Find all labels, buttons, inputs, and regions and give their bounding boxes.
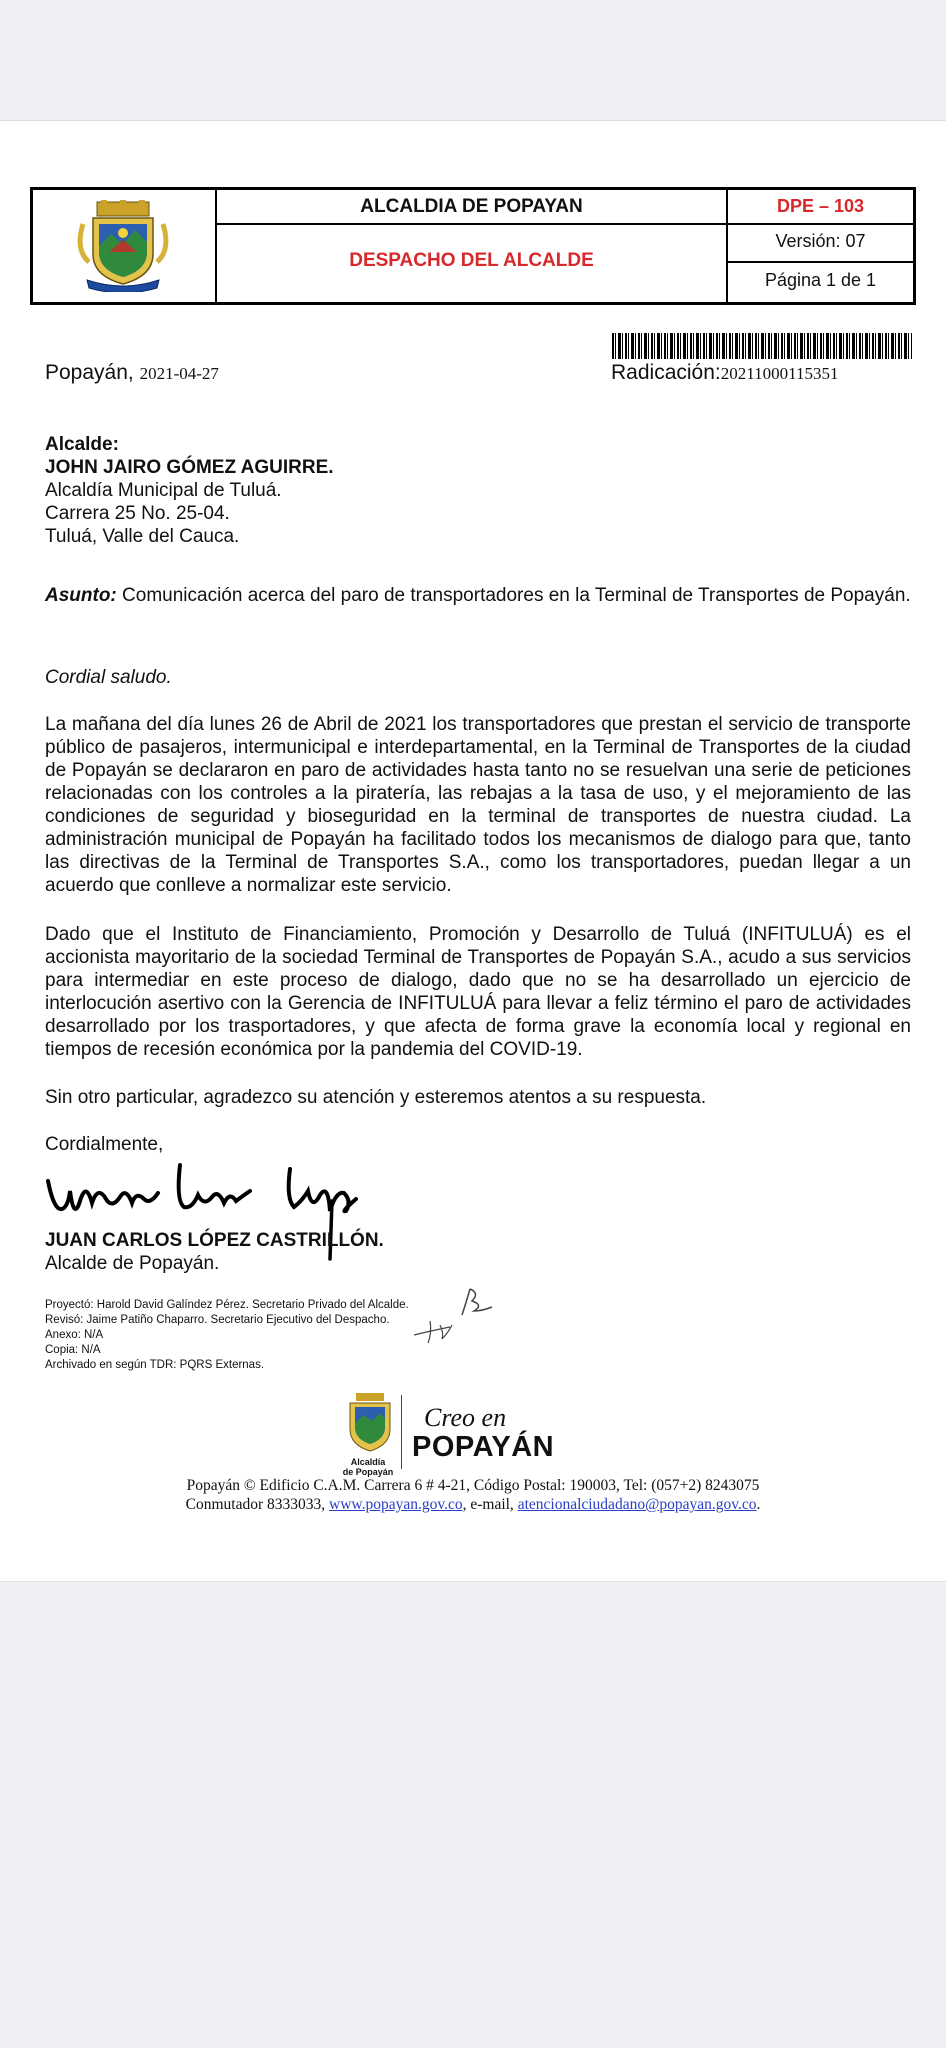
- radicacion-number: 20211000115351: [720, 364, 839, 383]
- note-archivado: Archivado en según TDR: PQRS Externas.: [45, 1359, 265, 1371]
- document-notes: [45, 1298, 409, 1373]
- letterhead-table: [30, 187, 916, 305]
- radicacion-label: Radicación:: [611, 361, 721, 384]
- letter-page: [0, 120, 946, 1582]
- note-anexo: Anexo: N/A: [45, 1329, 104, 1341]
- city-logo-icon: [340, 1391, 400, 1457]
- website-link[interactable]: www.popayan.gov.co: [329, 1496, 463, 1513]
- recipient-city: Tuluá, Valle del Cauca.: [45, 526, 240, 547]
- logo-label-line2: de Popayán: [342, 1467, 394, 1477]
- recipient-block: [45, 433, 911, 548]
- slogan-line1: Creo en: [424, 1403, 507, 1432]
- footer-address: Popayán © Edificio C.A.M. Carrera 6 # 4-21, Código Postal: 190003, Tel: (057+2) 8243075: [186, 1477, 760, 1494]
- initials-icon: [400, 1281, 500, 1351]
- footer-end: .: [756, 1496, 761, 1513]
- office-title: ALCALDIA DE POPAYAN: [360, 196, 583, 217]
- recipient-office: Alcaldía Municipal de Tuluá.: [45, 480, 282, 501]
- footer-email-prefix: , e-mail,: [462, 1496, 514, 1513]
- place-label: Popayán,: [45, 361, 134, 384]
- closing-line: Sin otro particular, agradezco su atención y esteremos atentos a su respuesta.: [45, 1087, 707, 1108]
- barcode-icon: [612, 333, 912, 359]
- farewell: Cordialmente,: [45, 1134, 164, 1155]
- document-date: 2021-04-27: [139, 364, 219, 383]
- coat-of-arms-icon: [75, 200, 171, 292]
- paragraph-2: Dado que el Instituto de Financiamiento, Promoción y Desarrollo de Tuluá (INFITULUÁ) es el accionista mayoritario de la sociedad Terminal de Transportes de Popayán S.A., acudo a sus servicios para intermediar en este proceso de dialogo, dado que no se ha desarrollado un ejercicio de interlocución asertivo con la Gerencia de INFITULUÁ para llevar a feliz término el paro de actividades desarrollado por los trasportadores, y que afecta de forma grave la economía local y regional en tiempos de recesión económica por la pandemia del COVID-19.: [45, 924, 911, 1060]
- logo-label-line1: Alcaldía: [350, 1457, 386, 1467]
- subject-text: Comunicación acerca del paro de transportadores en la Terminal de Transportes de Popayán.: [122, 585, 911, 606]
- note-copia: Copia: N/A: [45, 1344, 101, 1356]
- document-version: Versión: 07: [775, 231, 866, 251]
- email-link[interactable]: atencionalciudadano@popayan.gov.co: [517, 1496, 757, 1513]
- footer-conmutador: Conmutador 8333033,: [185, 1496, 326, 1513]
- office-subtitle: DESPACHO DEL ALCALDE: [349, 250, 594, 271]
- subject-line: [45, 584, 911, 607]
- document-code: DPE – 103: [776, 196, 865, 216]
- page-count: Página 1 de 1: [764, 270, 877, 290]
- note-reviso: Revisó: Jaime Patiño Chaparro. Secretario Ejecutivo del Despacho.: [45, 1314, 390, 1326]
- recipient-name: JOHN JAIRO GÓMEZ AGUIRRE.: [45, 457, 334, 478]
- radicacion: [611, 361, 838, 385]
- paragraph-1: La mañana del día lunes 26 de Abril de 2021 los transportadores que prestan el servicio de transporte público de pasajeros, intermunicipal e interdepartamental, en la Terminal de Transportes de la ciudad de Popayán se declararon en paro de actividades hasta tanto no se resuelvan una serie de peticiones relacionadas con los controles a la piratería, las rebajas a la tasa de uso, y el mejoramiento de las condiciones de seguridad y bioseguridad en la terminal de transportes de nuestra ciudad. La administración municipal de Popayán ha facilitado todos los mecanismos de dialogo para que, tanto las directivas de la Terminal de Transportes S.A., como los transportadores, puedan llegar a un acuerdo que conlleve a normalizar este servicio.: [45, 714, 911, 896]
- place-date: [45, 361, 219, 385]
- signer-block: [45, 1229, 911, 1275]
- subject-label: Asunto:: [45, 585, 117, 606]
- note-proyecto: Proyectó: Harold David Galíndez Pérez. Secretario Privado del Alcalde.: [45, 1299, 409, 1311]
- coat-of-arms-cell: [33, 190, 217, 302]
- signer-name: JUAN CARLOS LÓPEZ CASTRILLÓN.: [45, 1230, 384, 1251]
- footer-contacts: [0, 1496, 946, 1514]
- logo-divider: [401, 1395, 402, 1469]
- signer-title: Alcalde de Popayán.: [45, 1253, 220, 1274]
- slogan-line2: POPAYÁN: [412, 1431, 555, 1463]
- recipient-address: Carrera 25 No. 25-04.: [45, 503, 230, 524]
- recipient-role: Alcalde:: [45, 434, 119, 455]
- logo-label: [336, 1457, 400, 1477]
- greeting: Cordial saludo.: [45, 667, 172, 688]
